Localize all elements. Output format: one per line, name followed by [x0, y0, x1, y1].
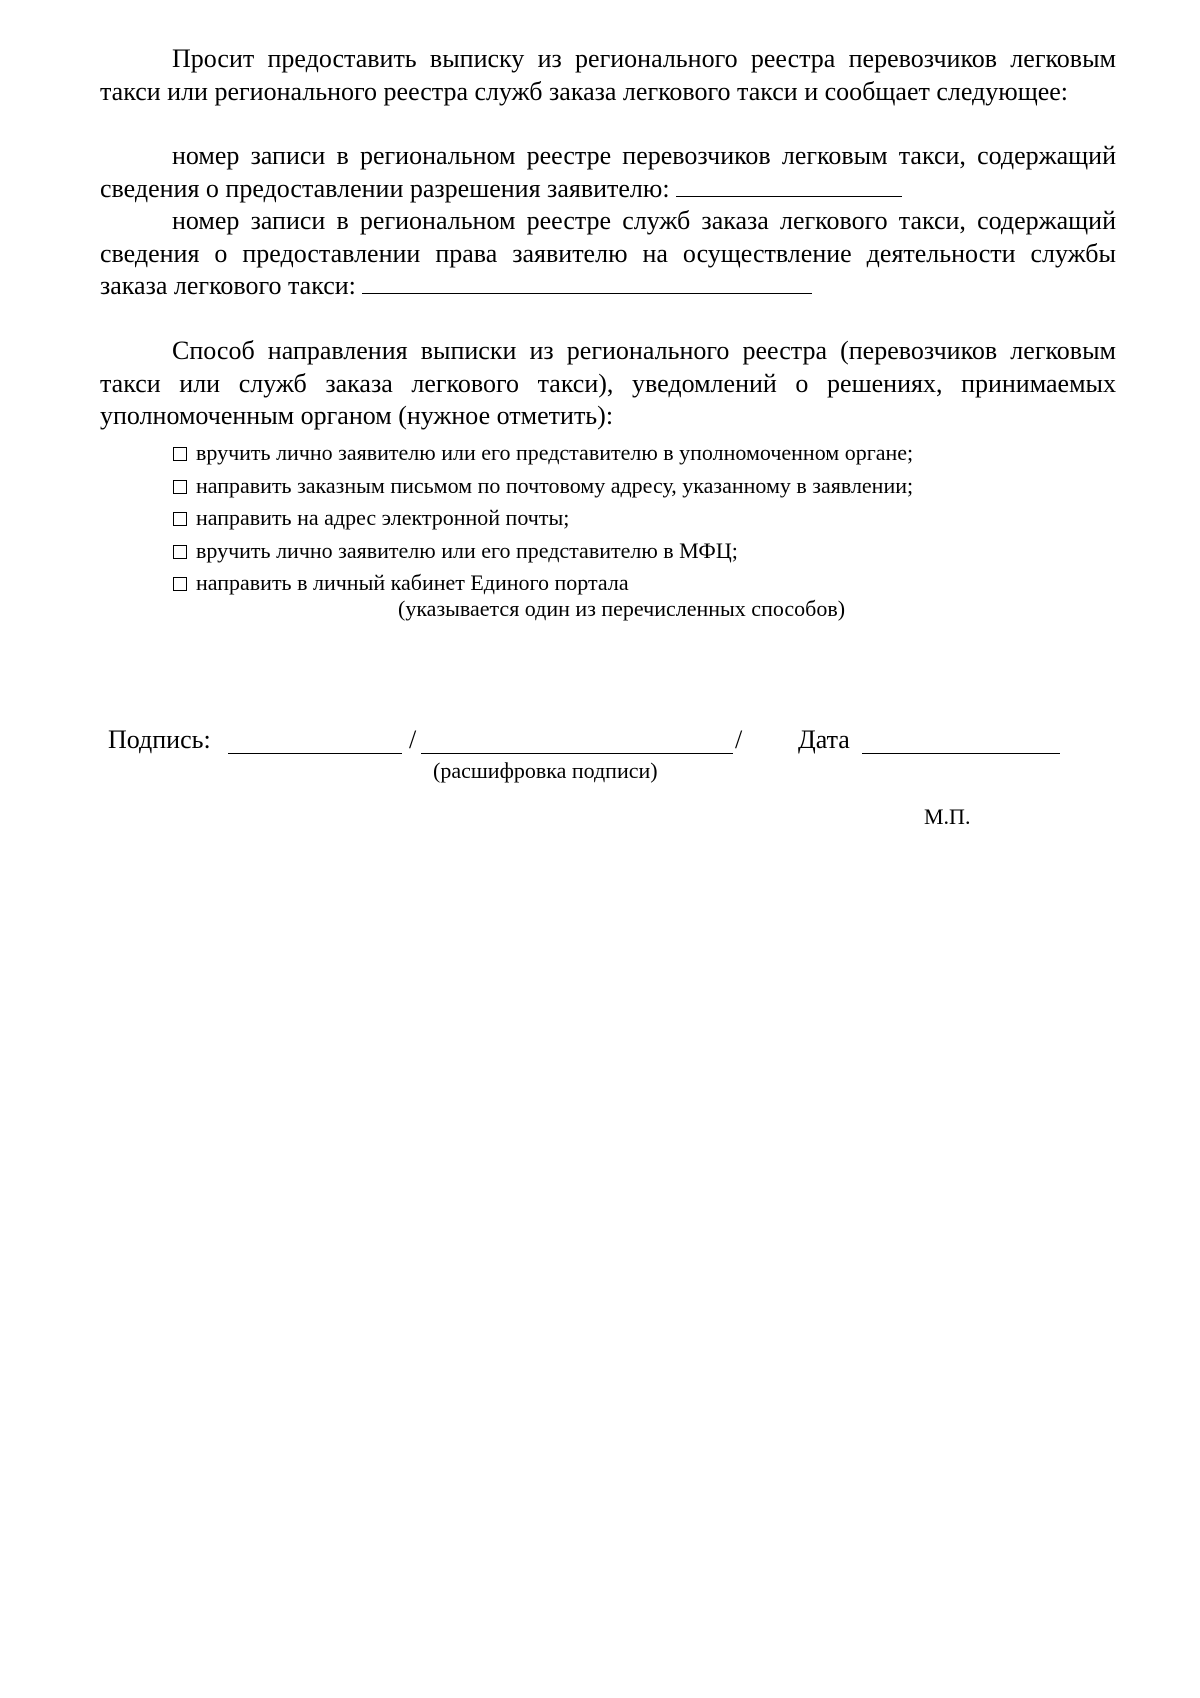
- signature-slash-left: /: [409, 725, 417, 754]
- signature-decode-field[interactable]: [421, 753, 733, 754]
- delivery-options-list: [173, 437, 913, 600]
- signature-label: Подпись:: [108, 725, 211, 754]
- delivery-method-paragraph: [100, 335, 1116, 433]
- taxi-record-number-field[interactable]: [676, 174, 902, 197]
- delivery-option[interactable]: [173, 502, 913, 535]
- delivery-note: (указывается один из перечисленных способов): [398, 596, 846, 621]
- delivery-option[interactable]: [173, 470, 913, 503]
- checkbox-icon[interactable]: [173, 545, 187, 559]
- delivery-option-label: вручить лично заявителю или его представителю в МФЦ;: [196, 537, 738, 563]
- delivery-option[interactable]: [173, 437, 913, 470]
- request-paragraph: [100, 43, 1116, 108]
- dispatch-record-number-field[interactable]: [362, 271, 812, 294]
- date-field[interactable]: [862, 753, 1060, 754]
- checkbox-icon[interactable]: [173, 512, 187, 526]
- checkbox-icon[interactable]: [173, 577, 187, 591]
- delivery-option-label: вручить лично заявителю или его представителю в уполномоченном органе;: [196, 440, 914, 465]
- checkbox-icon[interactable]: [173, 447, 187, 461]
- taxi-record-text: номер записи в региональном реестре перевозчиков легковым такси, содержащий сведения о предоставлении разрешения заявителю:: [100, 141, 1116, 203]
- request-text: Просит предоставить выписку из регионального реестра перевозчиков легковым такси или регионального реестра служб заказа легкового такси и сообщает следующее:: [100, 44, 1116, 106]
- delivery-option-label: направить на адрес электронной почты;: [196, 505, 570, 530]
- delivery-option-label: направить в личный кабинет Единого портала: [196, 570, 629, 595]
- delivery-option[interactable]: [173, 567, 913, 600]
- checkbox-icon[interactable]: [173, 480, 187, 494]
- delivery-option[interactable]: [173, 535, 913, 568]
- dispatch-record-paragraph: [100, 205, 1116, 303]
- delivery-method-text: Способ направления выписки из регионального реестра (перевозчиков легковым такси или служб заказа легкового такси), уведомлений о решениях, принимаемых уполномоченным органом (нужное отметить):: [100, 336, 1116, 430]
- dispatch-record-text: номер записи в региональном реестре служб заказа легкового такси, содержащий сведения о предоставлении права заявителю на осуществление деятельности службы заказа легкового такси:: [100, 206, 1116, 300]
- stamp-place: М.П.: [924, 804, 971, 829]
- signature-decode-note: (расшифровка подписи): [433, 758, 658, 783]
- taxi-record-paragraph: [100, 140, 1116, 205]
- signature-slash-right: /: [735, 725, 743, 754]
- delivery-option-label: направить заказным письмом по почтовому адресу, указанному в заявлении;: [196, 472, 914, 498]
- date-label: Дата: [798, 725, 850, 754]
- signature-field[interactable]: [228, 753, 402, 754]
